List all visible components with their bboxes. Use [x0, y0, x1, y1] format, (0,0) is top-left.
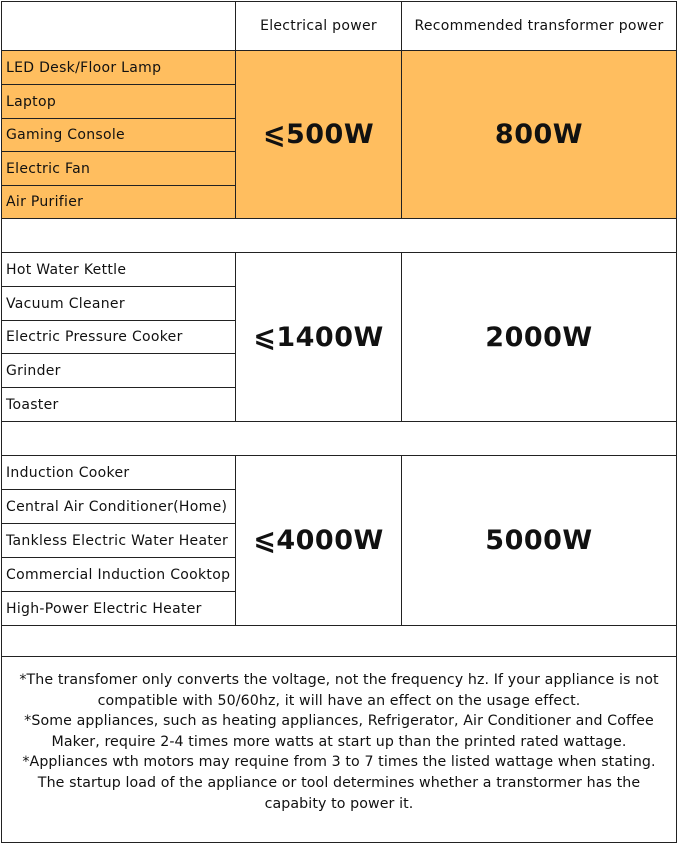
- appliance-cell: Hot Water Kettle: [1, 252, 236, 287]
- appliance-cell: Laptop: [1, 84, 236, 119]
- electrical-power-value: ⩽1400W: [235, 252, 402, 422]
- appliance-cell: Toaster: [1, 387, 236, 422]
- spacer-row: [1, 625, 677, 657]
- transformer-power-value: 2000W: [401, 252, 677, 422]
- notes-box: [1, 656, 677, 843]
- spacer-row: [1, 421, 677, 456]
- header-blank-cell: [1, 1, 236, 51]
- appliance-cell: Commercial Induction Cooktop: [1, 557, 236, 592]
- appliance-cell: Electric Pressure Cooker: [1, 320, 236, 354]
- transformer-power-value: 5000W: [401, 455, 677, 626]
- appliance-cell: Tankless Electric Water Heater: [1, 523, 236, 558]
- note-paragraph: *Some appliances, such as heating appliances, Refrigerator, Air Conditioner and Coffee Maker, require 2-4 times more watts at start up than the printed rated wattage.: [24, 713, 654, 750]
- appliance-cell: Air Purifier: [1, 185, 236, 219]
- appliance-cell: LED Desk/Floor Lamp: [1, 50, 236, 85]
- electrical-power-value: ⩽500W: [235, 50, 402, 219]
- header-electrical-power: Electrical power: [235, 1, 402, 51]
- appliance-cell: Central Air Conditioner(Home): [1, 489, 236, 524]
- note-paragraph: *The transfomer only converts the voltage, not the frequency hz. If your appliance is not compatible with 50/60hz, it will have an effect on the usage effect.: [19, 672, 659, 709]
- appliance-cell: Electric Fan: [1, 151, 236, 186]
- header-recommended-transformer-power: Recommended transformer power: [401, 1, 677, 51]
- transformer-power-value: 800W: [401, 50, 677, 219]
- appliance-cell: Gaming Console: [1, 118, 236, 152]
- appliance-cell: Induction Cooker: [1, 455, 236, 490]
- note-paragraph: *Appliances wth motors may requine from 3 to 7 times the listed wattage when stating. The startup load of the appliance or tool determines whether a transtormer has the capabity to power it.: [22, 754, 656, 812]
- appliance-cell: High-Power Electric Heater: [1, 591, 236, 626]
- appliance-cell: Grinder: [1, 353, 236, 388]
- appliance-cell: Vacuum Cleaner: [1, 286, 236, 321]
- electrical-power-value: ⩽4000W: [235, 455, 402, 626]
- spacer-row: [1, 218, 677, 253]
